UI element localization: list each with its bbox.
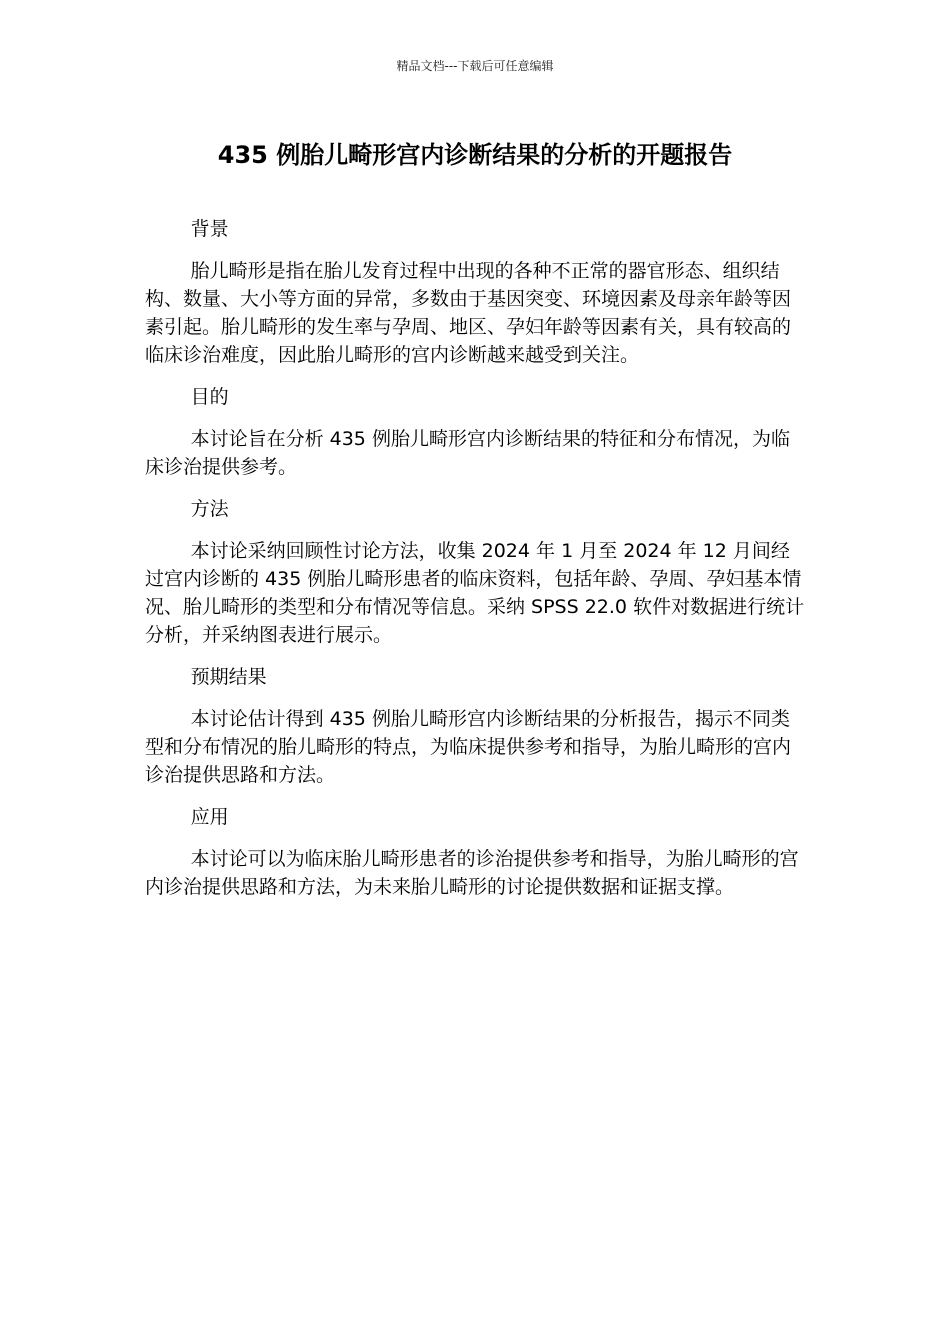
section-background bbox=[145, 215, 805, 369]
document-title: 435 例胎儿畸形宫内诊断结果的分析的开题报告 bbox=[217, 141, 733, 169]
section-body: 本讨论估计得到 435 例胎儿畸形宫内诊断结果的分析报告，揭示不同类型和分布情况的胎儿畸形的特点，为临床提供参考和指导，为胎儿畸形的宫内诊治提供思路和方法。 bbox=[145, 708, 792, 786]
section-application bbox=[145, 803, 805, 901]
section-heading: 预期结果 bbox=[190, 666, 267, 688]
section-purpose bbox=[145, 383, 805, 481]
section-body: 本讨论旨在分析 435 例胎儿畸形宫内诊断结果的特征和分布情况，为临床诊治提供参考。 bbox=[145, 428, 790, 478]
section-expected-results bbox=[145, 663, 805, 789]
section-body: 本讨论采纳回顾性讨论方法，收集 2024 年 1 月至 2024 年 12 月间经过宫内诊断的 435 例胎儿畸形患者的临床资料，包括年龄、孕周、孕妇基本情况、胎儿畸形的类型和分布情况等信息。采纳 SPSS 22.0 软件对数据进行统计分析，并采纳图表进行展示。 bbox=[145, 540, 805, 646]
section-heading: 背景 bbox=[190, 218, 229, 240]
document-content bbox=[145, 215, 805, 915]
section-body: 本讨论可以为临床胎儿畸形患者的诊治提供参考和指导，为胎儿畸形的宫内诊治提供思路和方法，为未来胎儿畸形的讨论提供数据和证据支撑。 bbox=[145, 848, 799, 898]
section-heading: 目的 bbox=[190, 386, 229, 408]
section-heading: 应用 bbox=[190, 806, 229, 828]
section-heading: 方法 bbox=[190, 498, 229, 520]
section-body: 胎儿畸形是指在胎儿发育过程中出现的各种不正常的器官形态、组织结构、数量、大小等方面的异常，多数由于基因突变、环境因素及母亲年龄等因素引起。胎儿畸形的发生率与孕周、地区、孕妇年龄等因素有关，具有较高的临床诊治难度，因此胎儿畸形的宫内诊断越来越受到关注。 bbox=[145, 260, 792, 366]
header-note: 精品文档---下载后可任意编辑 bbox=[396, 59, 554, 73]
section-method bbox=[145, 495, 805, 649]
